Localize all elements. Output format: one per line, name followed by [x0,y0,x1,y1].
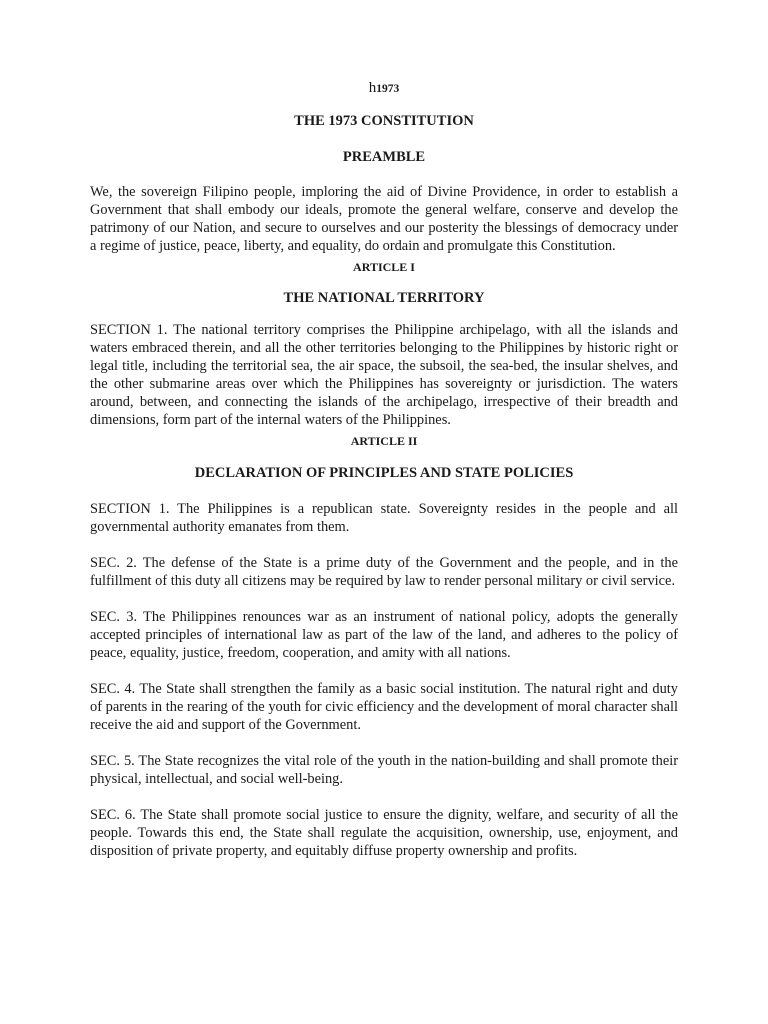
preamble-heading: PREAMBLE [342,149,426,165]
document-code-prefix: h [368,80,377,96]
article-2-label: ARTICLE II [350,434,418,448]
preamble-text: We, the sovereign Filipino people, imploring the aid of Divine Providence, in order to establish a Government that shall embody our ideals, promote the general welfare, conserve and develop the patrimony of our Nation, and secure to ourselves and our posterity the blessings of democracy under a regime of justice, peace, liberty, and equality, do ordain and promulgate this Constitution. [90,184,678,254]
article-2-heading: DECLARATION OF PRINCIPLES AND STATE POLICIES [194,465,574,481]
article-2-section-4: SEC. 4. The State shall strengthen the family as a basic social institution. The natural right and duty of parents in the rearing of the youth for civic efficiency and the development of moral character shall receive the aid and support of the Government. [90,681,678,733]
article-1-label: ARTICLE I [353,260,415,274]
article-1-heading: THE NATIONAL TERRITORY [283,290,485,306]
article-2-section-2: SEC. 2. The defense of the State is a prime duty of the Government and the people, and in the fulfillment of this duty all citizens may be required by law to render personal military or civil service. [90,555,678,589]
document-code-number: 1973 [376,83,400,95]
article-1-section-1: SECTION 1. The national territory comprises the Philippine archipelago, with all the islands and waters embraced therein, and all the other territories belonging to the Philippines by historic right or legal title, including the territorial sea, the air space, the subsoil, the sea-bed, the insular shelves, and the other submarine areas over which the Philippines has sovereignty or jurisdiction. The waters around, between, and connecting the islands of the archipelago, irrespective of their breadth and dimensions, form part of the internal waters of the Philippines. [90,322,678,428]
article-2-section-6: SEC. 6. The State shall promote social justice to ensure the dignity, welfare, and security of all the people. Towards this end, the State shall regulate the acquisition, ownership, use, enjoyment, and disposition of private property, and equitably diffuse property ownership and profits. [90,807,678,859]
document-code [90,78,678,98]
article-2-section-5: SEC. 5. The State recognizes the vital role of the youth in the nation-building and shall promote their physical, intellectual, and social well-being. [90,753,678,787]
article-2-section-1: SECTION 1. The Philippines is a republican state. Sovereignty resides in the people and all governmental authority emanates from them. [90,501,678,535]
document-title: THE 1973 CONSTITUTION [294,113,474,129]
document-page [90,70,678,860]
article-2-section-3: SEC. 3. The Philippines renounces war as an instrument of national policy, adopts the generally accepted principles of international law as part of the law of the land, and adheres to the policy of peace, equality, justice, freedom, cooperation, and amity with all nations. [90,609,678,661]
